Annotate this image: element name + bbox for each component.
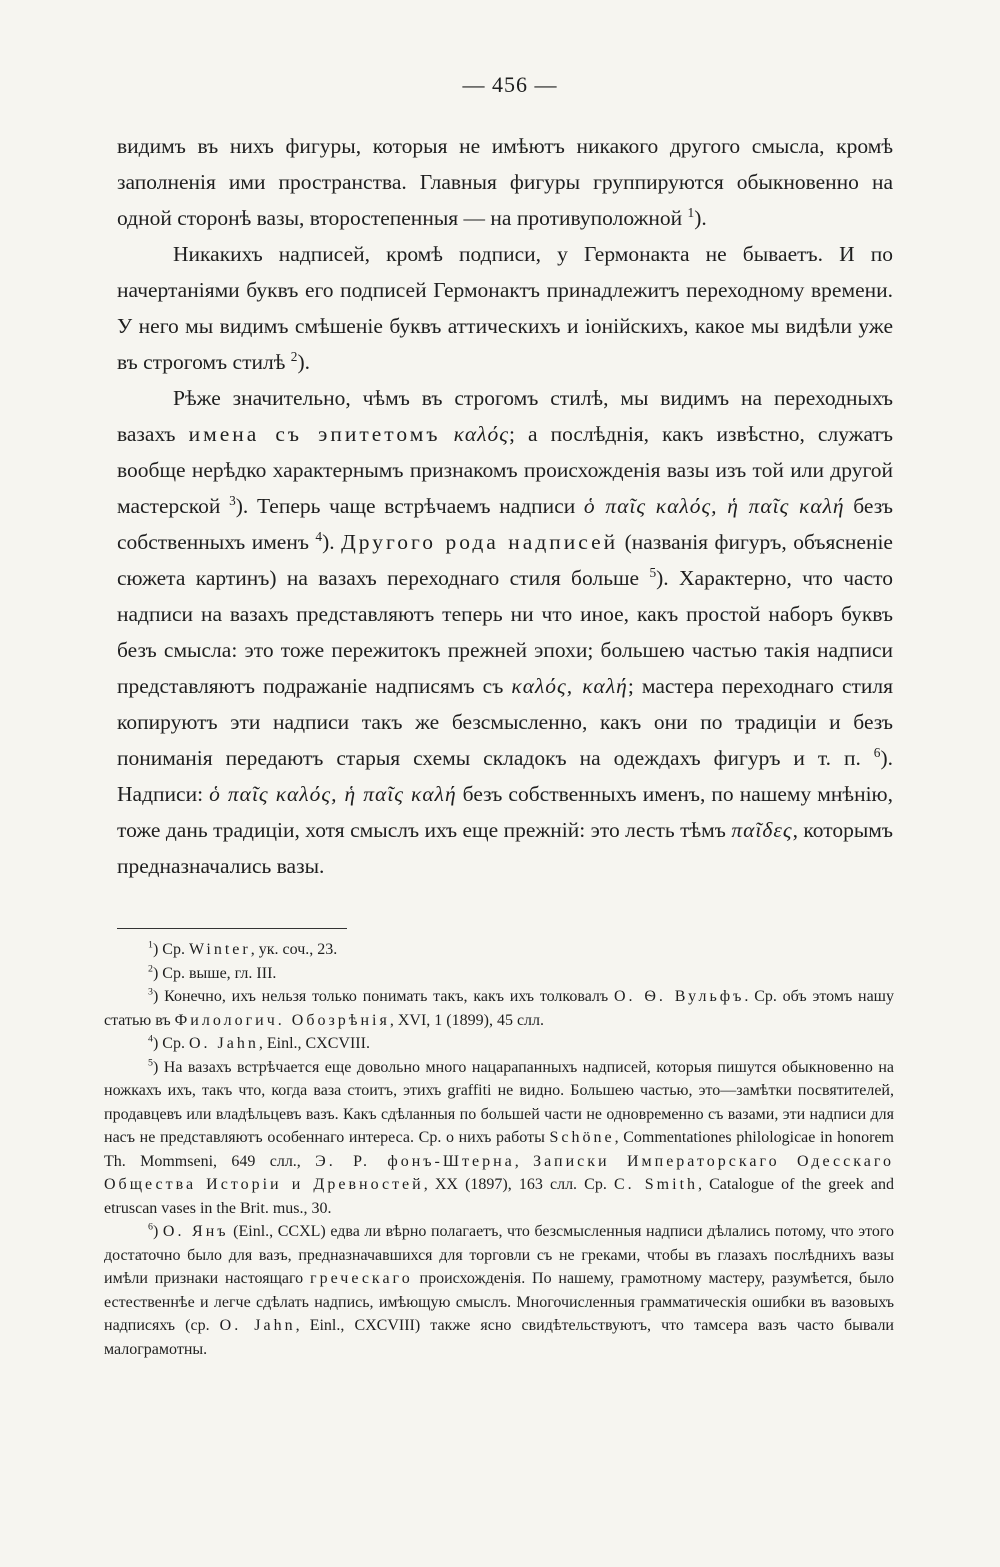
footnote-divider bbox=[117, 928, 347, 929]
main-text bbox=[117, 128, 893, 884]
footnote-3: $^3$) Конечно, ихъ нельзя только понимать такъ, какъ ихъ толковалъ О. Ѳ. Вульфъ. Ср. объ этомъ нашу статью въ Филологич. Обозрѣнія, XVI, 1 (1899), 45 слл. bbox=[104, 986, 895, 1029]
footnote-6: $^6$) О. Янъ (Einl., CCXL) едва ли вѣрно полагаетъ, что безсмысленныя надписи дѣлались потому, что этого достаточно было для вазъ, предназначавшихся для торговли съ не греками, чтобы въ глазахъ послѣднихъ вазы имѣли признаки настоящаго греческаго происхожденія. По нашему, грамотному мастеру, разумѣется, было естественнѣе и легче сдѣлать надпись, имѣющую смыслъ. Многочисленныя грамматическія ошибки въ вазовыхъ надписяхъ (ср. O. Jahn, Einl., CXCVIII) также ясно свидѣтельствуютъ, что тамсера вазъ часто бывали малограмотны. bbox=[104, 1221, 895, 1358]
spaced-emphasis: Другого рода надписей bbox=[341, 530, 619, 554]
spaced-emphasis: имена съ эпитетомъ bbox=[188, 422, 441, 446]
greek-text: παῖδες bbox=[731, 818, 793, 842]
page-number: — 456 — bbox=[462, 72, 558, 97]
greek-text: καλός, καλή bbox=[511, 674, 628, 698]
footnote-1: $^1$) Ср. Winter, ук. соч., 23. bbox=[148, 939, 338, 958]
footnote-ref-5: 5 bbox=[649, 564, 657, 580]
footnote-ref-4: 4 bbox=[315, 528, 323, 544]
footnote-ref-2: 2 bbox=[290, 348, 298, 364]
greek-text: καλός bbox=[453, 422, 509, 446]
footnote-5: $^5$) На вазахъ встрѣчается еще довольно много нацарапанныхъ надписей, которыя пишутся обыкновенно на ножкахъ ихъ, такъ что, когда ваза стоитъ, этихъ graffiti не видно. Большею частью, это—замѣтки посвятителей, продавцевъ или владѣльцевъ вазъ. Какъ сдѣланныя по большей части не одновременно съ вазами, эти надписи для насъ не представляютъ особеннаго интереса. Ср. о нихъ работы Schöne, Commentationes philologicae in honorem Th. Mommseni, 649 слл., Э. Р. фонъ-Штерна, Записки Императорскаго Одесскаго Общества Исторіи и Древностей, XX (1897), 163 слл. Ср. C. Smith, Catalogue of the greek and etruscan vases in the Brit. mus., 30. bbox=[104, 1057, 895, 1217]
footnote-ref-1: 1 bbox=[687, 204, 695, 220]
greek-text: ὁ παῖς καλός, ἡ παῖς καλή bbox=[583, 494, 845, 518]
footnote-ref-3: 3 bbox=[229, 492, 236, 508]
footnote-ref-6: 6 bbox=[873, 744, 881, 760]
greek-text: ὁ παῖς καλός, ἡ παῖς καλή bbox=[209, 782, 457, 806]
footnote-4: $^4$) Ср. O. Jahn, Einl., CXCVIII. bbox=[148, 1033, 370, 1052]
paragraph-1: видимъ въ нихъ фигуры, которыя не имѣютъ никакого другого смысла, кромѣ заполненія ими пространства. Главныя фигуры группируются обыкновенно на одной сторонѣ вазы, второстепенныя — на противуположной $^1$). bbox=[117, 134, 893, 230]
footnote-2: $^2$) Ср. выше, гл. III. bbox=[148, 963, 277, 982]
paragraph-3: Рѣже значительно, чѣмъ въ строгомъ стилѣ, мы видимъ на переходныхъ вазахъ имена съ эпитетомъ καλός; а послѣднія, какъ извѣстно, служатъ вообще нерѣдко характернымъ признакомъ происхожденія вазы изъ той или другой мастерской $^3$). Теперь чаще встрѣчаемъ надписи ὁ παῖς καλός, ἡ παῖς καλή безъ собственныхъ именъ $^4$). Другого рода надписей (названія фигуръ, объясненіе сюжета картинъ) на вазахъ переходнаго стиля больше $^5$). Характерно, что часто надписи на вазахъ представляютъ теперь ни что иное, какъ простой наборъ буквъ безъ смысла: это тоже пережитокъ прежней эпохи; большею частью такія надписи представляютъ подражаніе надписямъ съ καλός, καλή; мастера переходнаго стиля копируютъ эти надписи такъ же безсмысленно, какъ они по традиціи и безъ пониманія передаютъ старыя схемы складокъ на одеждахъ фигуръ и т. п. $^6$). Надписи: ὁ παῖς καλός, ἡ παῖς καλή безъ собственныхъ именъ, по нашему мнѣнію, тоже дань традиціи, хотя смыслъ ихъ еще прежній: это лесть тѣмъ παῖδες, которымъ предназначались вазы. bbox=[117, 386, 894, 878]
paragraph-2: Никакихъ надписей, кромѣ подписи, у Гермонакта не бываетъ. И по начертаніями буквъ его подписей Гермонактъ принадлежитъ переходному времени. У него мы видимъ смѣшеніе буквъ аттическихъ и іонійскихъ, какое мы видѣли уже въ строгомъ стилѣ $^2$). bbox=[117, 242, 893, 374]
footnotes bbox=[104, 938, 894, 1361]
